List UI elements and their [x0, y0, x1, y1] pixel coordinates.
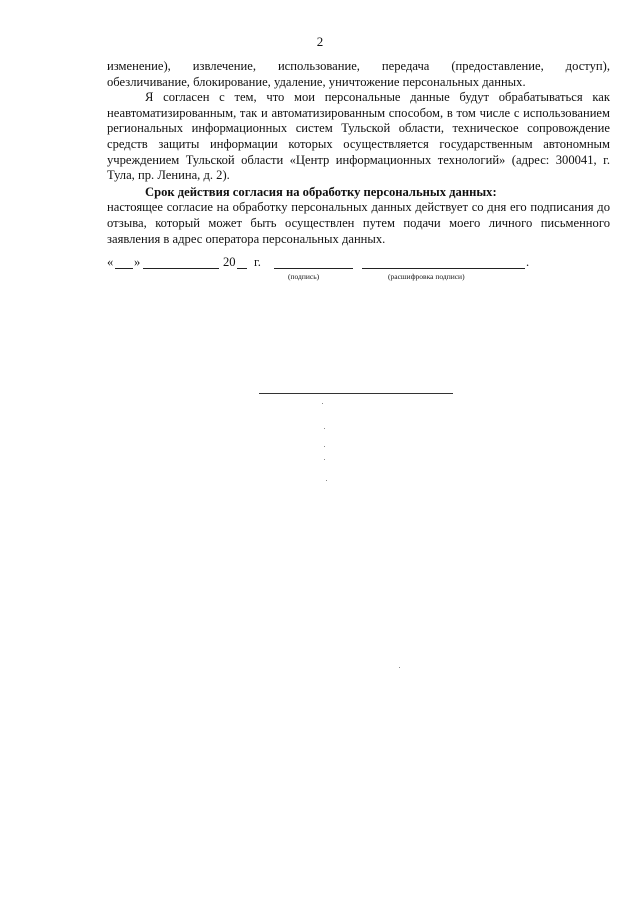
signature-end-period: . — [526, 255, 530, 269]
date-open-quote: « — [107, 255, 114, 269]
date-day-field[interactable] — [115, 255, 133, 273]
signature-decoding-field[interactable] — [362, 255, 525, 273]
scan-speck — [399, 667, 400, 668]
caption-decoding: (расшифровка подписи) — [388, 272, 465, 281]
paragraph-continuation-line-2: обезличивание, блокирование, удаление, уничтожение персональных данных. — [107, 74, 526, 89]
signature-block — [107, 255, 537, 289]
section-heading-consent-term: Срок действия согласия на обработку персональных данных: — [145, 184, 497, 199]
scan-speck — [324, 428, 325, 429]
signature-field[interactable] — [274, 255, 353, 273]
date-year-prefix: 20 — [223, 255, 236, 269]
horizontal-divider — [259, 393, 453, 394]
document-body — [107, 59, 610, 247]
scan-speck — [326, 480, 327, 481]
date-close-quote: » — [134, 255, 141, 269]
date-month-field[interactable] — [143, 255, 219, 273]
paragraph-consent-term: настоящее согласие на обработку персональных данных действует со дня его подписания до отзыва, который может быть осуществлен путем подачи моего личного письменного заявления в адрес оператора персональных данных. — [107, 200, 610, 246]
scan-speck — [322, 403, 323, 404]
paragraph-continuation — [107, 59, 610, 90]
date-year-field[interactable] — [237, 255, 247, 273]
paragraph-continuation-line-1: изменение), извлечение, использование, передача (предоставление, доступ), — [107, 59, 610, 73]
scan-speck — [324, 446, 325, 447]
paragraph-consent-processing: Я согласен с тем, что мои персональные данные будут обрабатываться как неавтоматизированным, так и автоматизированным способом, в том числе с использованием региональных информационных систем Тульской области, техническое сопровождение средств защиты информации которых осуществляется государственным автономным учреждением Тульской области «Центр информационных технологий» (адрес: 300041, г. Тула, пр. Ленина, д. 2). — [107, 90, 610, 183]
scan-speck — [324, 459, 325, 460]
caption-signature: (подпись) — [288, 272, 320, 281]
date-year-suffix: г. — [254, 255, 261, 269]
page-number: 2 — [316, 34, 324, 49]
